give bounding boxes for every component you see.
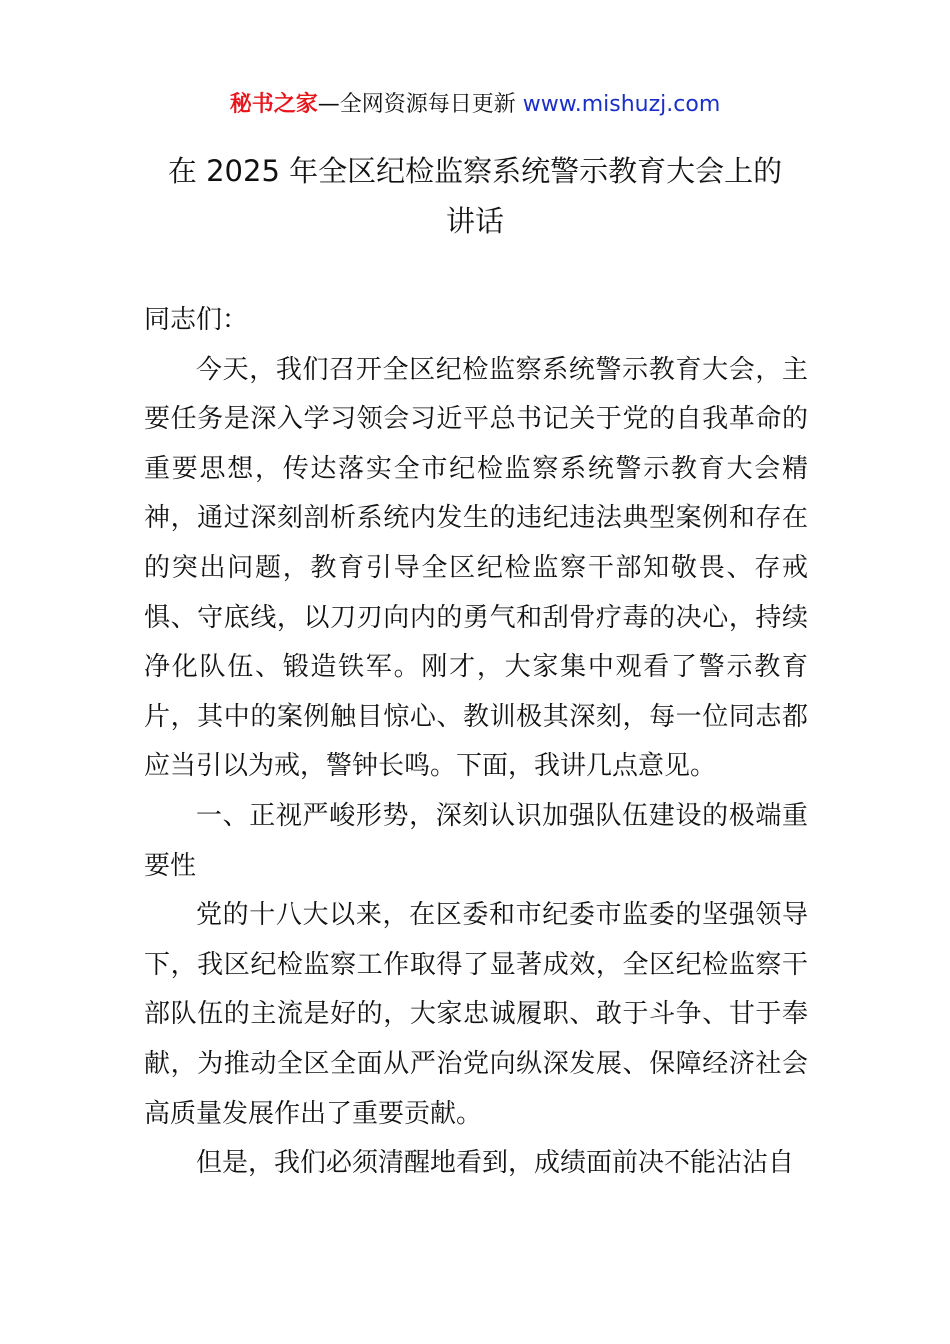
header-slogan: —全网资源每日更新 [317,92,523,117]
document-body [144,296,808,1189]
salutation: 同志们： [144,305,249,335]
brand-name: 秘书之家 [229,92,318,117]
title-line-2: 讲话 [445,204,504,238]
document-title [120,146,830,246]
site-header [0,88,950,122]
paragraph-achievements: 党的十八大以来，在区委和市纪委市监委的坚强领导下，我区纪检监察工作取得了显著成效，全区纪检监察干部队伍的主流是好的，大家忠诚履职、敢于斗争、甘于奉献，为推动全区全面从严治党向纵深发展、保障经济社会高质量发展作出了重要贡献。 [144,900,808,1129]
paragraph-intro: 今天，我们召开全区纪检监察系统警示教育大会，主要任务是深入学习领会习近平总书记关于党的自我革命的重要思想，传达落实全市纪检监察系统警示教育大会精神，通过深刻剖析系统内发生的违纪违法典型案例和存在的突出问题，教育引导全区纪检监察干部知敬畏、存戒惧、守底线，以刀刃向内的勇气和刮骨疗毒的决心，持续净化队伍、锻造铁军。刚才，大家集中观看了警示教育片，其中的案例触目惊心、教训极其深刻，每一位同志都应当引以为戒，警钟长鸣。下面，我讲几点意见。 [144,354,808,782]
section-heading-1: 一、正视严峻形势，深刻认识加强队伍建设的极端重要性 [144,800,808,881]
title-line-1: 在 2025 年全区纪检监察系统警示教育大会上的 [167,154,783,188]
paragraph-however: 但是，我们必须清醒地看到，成绩面前决不能沾沾自 [196,1148,795,1179]
site-url-link[interactable]: www.mishuzj.com [522,92,721,117]
